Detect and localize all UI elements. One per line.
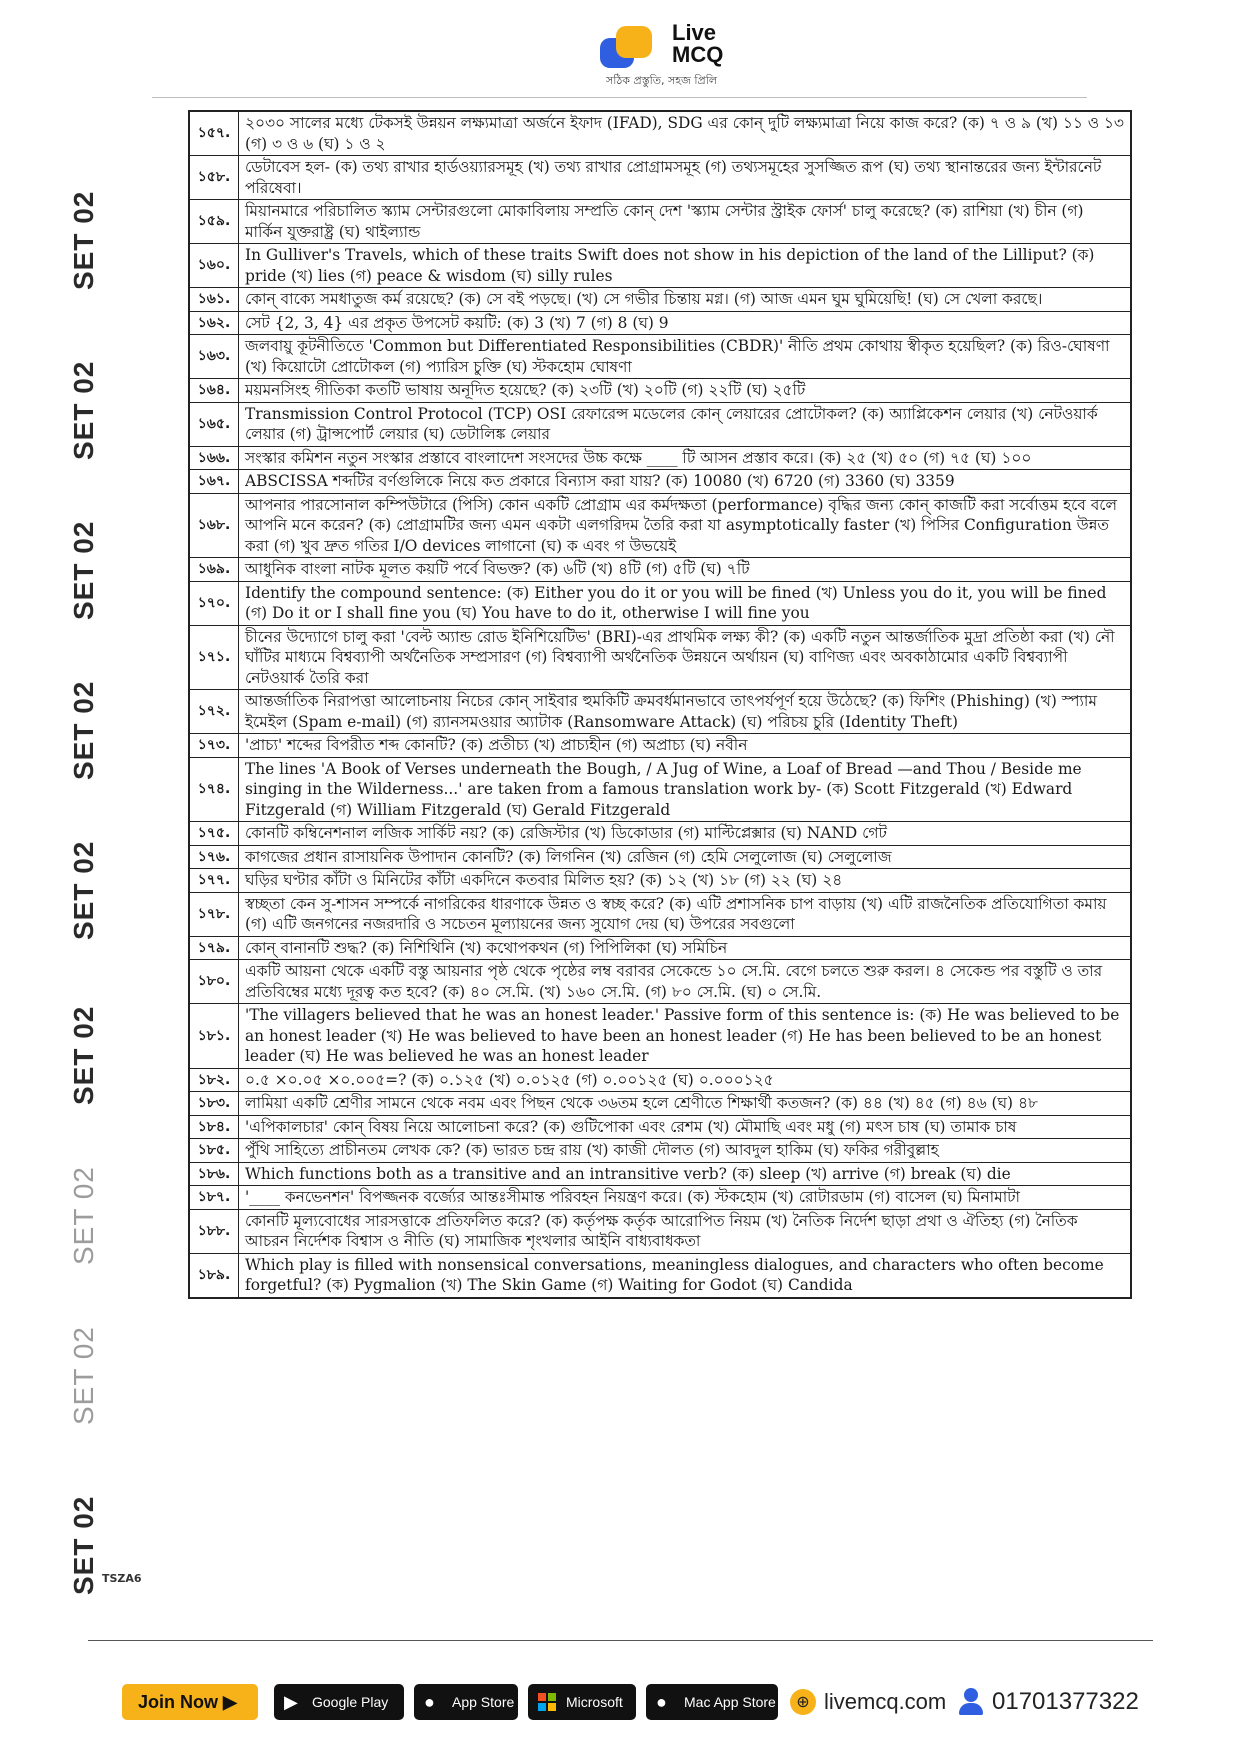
question-number: ১৮৭. <box>189 1186 239 1210</box>
question-number: ১৮৮. <box>189 1209 239 1253</box>
question-text: ডেটাবেস হল- (ক) তথ্য রাখার হার্ডওয়্যারসমূহ (খ) তথ্য রাখার প্রোগ্রামসমূহ (গ) তথ্যসমূহের সুসজ্জিত রূপ (ঘ) তথ্য স্থানান্তরের জন্য ইন্টারনেট পরিষেবা। <box>239 156 1132 200</box>
side-set-labels <box>68 190 108 1600</box>
logo-line1: Live <box>672 20 717 45</box>
question-text: The lines 'A Book of Verses underneath the Bough, / A Jug of Wine, a Loaf of Bread —and Thou / Beside me singing in the Wilderness...' are taken from a famous translation work by- (ক) Scott Fitzgerald (খ) Edward Fitzgerald (গ) William Fitzgerald (ঘ) Gerald Fitzgerald <box>239 757 1132 822</box>
set-label: SET 02 <box>68 1326 99 1425</box>
question-number: ১৫৮. <box>189 156 239 200</box>
question-row <box>189 734 1131 758</box>
question-row <box>189 311 1131 335</box>
question-number: ১৬৪. <box>189 379 239 403</box>
website-link[interactable]: livemcq.com <box>824 1689 947 1714</box>
question-text: 'প্রাচ্য' শব্দের বিপরীত শব্দ কোনটি? (ক) প্রতীচ্য (খ) প্রাচ্যহীন (গ) অপ্রাচ্য (ঘ) নবীন <box>239 734 1132 758</box>
question-number: ১৮৫. <box>189 1139 239 1163</box>
question-number: ১৫৭. <box>189 111 239 156</box>
microsoft-label: Microsoft <box>566 1694 623 1710</box>
logo-line2: MCQ <box>672 42 724 67</box>
question-row <box>189 960 1131 1004</box>
question-row <box>189 1162 1131 1186</box>
question-number: ১৮৪. <box>189 1115 239 1139</box>
question-number: ১৬২. <box>189 311 239 335</box>
question-row <box>189 625 1131 690</box>
question-text: ০.৫ ×০.০৫ ×০.০০৫=? (ক) ০.১২৫ (খ) ০.০১২৫ (গ) ০.০০১২৫ (ঘ) ০.০০০১২৫ <box>239 1068 1132 1092</box>
question-number: ১৭৬. <box>189 845 239 869</box>
question-row <box>189 288 1131 312</box>
google-play-label: Google Play <box>312 1694 389 1710</box>
join-now-button[interactable]: Join Now ▶ <box>122 1684 258 1720</box>
app-store-button[interactable] <box>414 1684 518 1720</box>
footer <box>122 1684 1139 1722</box>
question-row <box>189 690 1131 734</box>
question-text: Transmission Control Protocol (TCP) OSI রেফারেন্স মডেলের কোন্ লেয়ারের প্রোটোকল? (ক) অ্যাপ্লিকেশন লেয়ার (খ) নেটওয়ার্ক লেয়ার (গ) ট্রান্সপোর্ট লেয়ার (ঘ) ডেটালিঙ্ক লেয়ার <box>239 402 1132 446</box>
microsoft-icon <box>538 1693 556 1711</box>
question-row <box>189 244 1131 288</box>
question-row <box>189 156 1131 200</box>
question-number: ১৭১. <box>189 625 239 690</box>
question-row <box>189 1068 1131 1092</box>
question-row <box>189 1004 1131 1069</box>
question-text: আন্তর্জাতিক নিরাপত্তা আলোচনায় নিচের কোন্ সাইবার হুমকিটি ক্রমবর্ধমানভাবে তাৎপর্যপূর্ণ হয়ে উঠেছে? (ক) ফিশিং (Phishing) (খ) স্প্যাম ইমেইল (Spam e-mail) (গ) র‍্যানসমওয়ার অ্যাটাক (Ransomware Attack) (ঘ) পরিচয় চুরি (Identity Theft) <box>239 690 1132 734</box>
question-text: কোন্ বানানটি শুদ্ধ? (ক) নিশিথিনি (খ) কথোপকথন (গ) পিপিলিকা (ঘ) সমিচিন <box>239 936 1132 960</box>
set-label: SET 02 <box>68 1166 99 1265</box>
question-row <box>189 936 1131 960</box>
question-number: ১৭০. <box>189 581 239 625</box>
question-row <box>189 1186 1131 1210</box>
questions-table <box>188 110 1132 1299</box>
question-row <box>189 1092 1131 1116</box>
question-row <box>189 200 1131 244</box>
question-text: ঘড়ির ঘণ্টার কাঁটা ও মিনিটের কাঁটা একদিনে কতবার মিলিত হয়? (ক) ১২ (খ) ১৮ (গ) ২২ (ঘ) ২৪ <box>239 869 1132 893</box>
mac-app-store-button[interactable] <box>646 1684 778 1720</box>
question-row <box>189 111 1131 156</box>
question-number: ১৬১. <box>189 288 239 312</box>
livemcq-logo <box>600 22 750 86</box>
question-row <box>189 757 1131 822</box>
question-row <box>189 892 1131 936</box>
question-text: লামিয়া একটি শ্রেণীর সামনে থেকে নবম এবং পিছন থেকে ৩৬তম হলে শ্রেণীতে শিক্ষার্থী কতজন? (ক) ৪৪ (খ) ৪৫ (গ) ৪৬ (ঘ) ৪৮ <box>239 1092 1132 1116</box>
question-text: কাগজের প্রধান রাসায়নিক উপাদান কোনটি? (ক) লিগনিন (খ) রেজিন (গ) হেমি সেলুলোজ (ঘ) সেলুলোজ <box>239 845 1132 869</box>
question-row <box>189 493 1131 558</box>
question-text: '____ কনভেনশন' বিপজ্জনক বর্জ্যের আন্তঃসীমান্ত পরিবহন নিয়ন্ত্রণ করে। (ক) স্টকহোম (খ) রোটারডাম (গ) বাসেল (ঘ) মিনামাটা <box>239 1186 1132 1210</box>
phone-number: 01701377322 <box>992 1688 1139 1715</box>
footer-divider <box>88 1640 1153 1641</box>
question-text: Which functions both as a transitive and an intransitive verb? (ক) sleep (খ) arrive (গ) break (ঘ) die <box>239 1162 1132 1186</box>
set-label: SET 02 <box>68 1005 99 1105</box>
question-row <box>189 1209 1131 1253</box>
question-text: সংস্কার কমিশন নতুন সংস্কার প্রস্তাবে বাংলাদেশ সংসদের উচ্চ কক্ষে ____ টি আসন প্রস্তাব করে। (ক) ২৫ (খ) ৫০ (গ) ৭৫ (ঘ) ১০০ <box>239 446 1132 470</box>
question-number: ১৬৫. <box>189 402 239 446</box>
set-label: SET 02 <box>68 360 99 460</box>
question-text: 'The villagers believed that he was an honest leader.' Passive form of this sentence is: (ক) He was believed to be an honest leader (খ) He was believed to have been an honest leader (গ) He has been believed to be an honest leader (ঘ) He was believed he was an honest leader <box>239 1004 1132 1069</box>
question-row <box>189 1253 1131 1298</box>
apple-icon: ● <box>424 1692 435 1712</box>
question-number: ১৬০. <box>189 244 239 288</box>
question-row <box>189 1115 1131 1139</box>
question-row <box>189 581 1131 625</box>
question-number: ১৬৭. <box>189 470 239 494</box>
apple-icon: ● <box>656 1692 667 1712</box>
question-text: স্বচ্ছতা কেন সু-শাসন সম্পর্কে নাগরিকের ধারণাকে উন্নত ও স্বচ্ছ করে? (ক) এটি প্রশাসনিক চাপ বাড়ায় (খ) এটি রাজনৈতিক প্রতিযোগিতা কমায় (গ) এটি জনগনের নজরদারি ও সচেতন মূল্যায়নের জন্য সুযোগ দেয় (ঘ) উপরের সবগুলো <box>239 892 1132 936</box>
question-row <box>189 845 1131 869</box>
question-number: ১৭৭. <box>189 869 239 893</box>
question-number: ১৮৩. <box>189 1092 239 1116</box>
question-number: ১৭৮. <box>189 892 239 936</box>
question-number: ১৬৬. <box>189 446 239 470</box>
google-play-button[interactable] <box>274 1684 404 1720</box>
question-row <box>189 470 1131 494</box>
phone-contact-icon <box>958 1688 984 1716</box>
question-text: 'এপিকালচার' কোন্ বিষয় নিয়ে আলোচনা করে? (ক) গুটিপোকা এবং রেশম (খ) মৌমাছি এবং মধু (গ) মৎস চাষ (ঘ) তামাক চাষ <box>239 1115 1132 1139</box>
question-row <box>189 558 1131 582</box>
livemcq-logo-icon <box>600 26 658 70</box>
question-text: ২০৩০ সালের মধ্যে টেকসই উন্নয়ন লক্ষ্যমাত্রা অর্জনে ইফাদ (IFAD), SDG এর কোন্ দুটি লক্ষ্যমাত্রা নিয়ে কাজ করে? (ক) ৭ ও ৯ (খ) ১১ ও ১৩ (গ) ৩ ও ৬ (ঘ) ১ ও ২ <box>239 111 1132 156</box>
set-label: SET 02 <box>68 680 99 780</box>
question-text: ABSCISSA শব্দটির বর্ণগুলিকে নিয়ে কত প্রকারে বিন্যাস করা যায়? (ক) 10080 (খ) 6720 (গ) 3360 (ঘ) 3359 <box>239 470 1132 494</box>
question-number: ১৬৯. <box>189 558 239 582</box>
set-code: TSZA6 <box>102 1572 142 1585</box>
question-number: ১৬৮. <box>189 493 239 558</box>
question-row <box>189 446 1131 470</box>
question-text: Identify the compound sentence: (ক) Either you do it or you will be fined (খ) Unless you do it, you will be fined (গ) Do it or I shall fine you (ঘ) You have to do it, otherwise I will fine you <box>239 581 1132 625</box>
app-store-label: App Store <box>452 1694 515 1710</box>
question-text: In Gulliver's Travels, which of these traits Swift does not show in his depiction of the land of the Lilliput? (ক) pride (খ) lies (গ) peace & wisdom (ঘ) silly rules <box>239 244 1132 288</box>
google-play-icon: ▶ <box>284 1692 298 1712</box>
question-row <box>189 379 1131 403</box>
header-divider <box>152 97 1087 98</box>
question-row <box>189 869 1131 893</box>
question-text: Which play is filled with nonsensical conversations, meaningless dialogues, and characters who often become forgetful? (ক) Pygmalion (খ) The Skin Game (গ) Waiting for Godot (ঘ) Candida <box>239 1253 1132 1298</box>
microsoft-store-button[interactable] <box>528 1684 636 1720</box>
question-text: কোনটি মূল্যবোধের সারসত্তাকে প্রতিফলিত করে? (ক) কর্তৃপক্ষ কর্তৃক আরোপিত নিয়ম (খ) নৈতিক নির্দেশ ছাড়া প্রথা ও ঐতিহ্য (গ) নৈতিক আচরন নির্দেশক বিশ্বাস ও নীতি (ঘ) সামাজিক শৃংখলার আইনি বাধ্যবাধকতা <box>239 1209 1132 1253</box>
question-text: ময়মনসিংহ গীতিকা কতটি ভাষায় অনূদিত হয়েছে? (ক) ২৩টি (খ) ২০টি (গ) ২২টি (ঘ) ২৫টি <box>239 379 1132 403</box>
question-number: ১৫৯. <box>189 200 239 244</box>
question-number: ১৮৯. <box>189 1253 239 1298</box>
question-text: মিয়ানমারে পরিচালিত স্ক্যাম সেন্টারগুলো মোকাবিলায় সম্প্রতি কোন্ দেশ 'স্ক্যাম সেন্টার স্ট্রাইক ফোর্স' চালু করেছে? (ক) রাশিয়া (খ) চীন (গ) মার্কিন যুক্তরাষ্ট্র (ঘ) থাইল্যান্ড <box>239 200 1132 244</box>
question-row <box>189 335 1131 379</box>
question-number: ১৮২. <box>189 1068 239 1092</box>
question-text: কোন্ বাক্যে সমধাতুজ কর্ম রয়েছে? (ক) সে বই পড়ছে। (খ) সে গভীর চিন্তায় মগ্ন। (গ) আজ এমন ঘুম ঘুমিয়েছি! (ঘ) সে খেলা করছে। <box>239 288 1132 312</box>
question-text: আপনার পারসোনাল কম্পিউটারে (পিসি) কোন একটি প্রোগ্রাম এর কর্মদক্ষতা (performance) বৃদ্ধির জন্য কোন্ কাজটি করা সর্বোত্তম হবে বলে আপনি মনে করেন? (ক) প্রোগ্রামটির জন্য এমন একটা এলগরিদম তৈরি করা যা asymptotically faster (খ) পিসির Configuration উন্নত করা (গ) খুব দ্রুত গতির I/O devices লাগানো (ঘ) ক এবং গ উভয়েই <box>239 493 1132 558</box>
question-number: ১৮০. <box>189 960 239 1004</box>
question-row <box>189 1139 1131 1163</box>
question-number: ১৮৬. <box>189 1162 239 1186</box>
logo-wordmark <box>672 22 723 66</box>
question-number: ১৭৯. <box>189 936 239 960</box>
question-text: একটি আয়না থেকে একটি বস্তু আয়নার পৃষ্ঠ থেকে পৃষ্ঠের লম্ব বরাবর সেকেন্ডে ১০ সে.মি. বেগে চলতে শুরু করল। ৪ সেকেন্ড পর বস্তুটি ও তার প্রতিবিম্বের মধ্যে দূরত্ব কত হবে? (ক) ৪০ সে.মি. (খ) ১৬০ সে.মি. (গ) ৮০ সে.মি. (ঘ) ০ সে.মি. <box>239 960 1132 1004</box>
question-number: ১৭৫. <box>189 822 239 846</box>
question-text: আধুনিক বাংলা নাটক মূলত কয়টি পর্বে বিভক্ত? (ক) ৬টি (খ) ৪টি (গ) ৫টি (ঘ) ৭টি <box>239 558 1132 582</box>
globe-icon: ⊕ <box>790 1689 816 1715</box>
set-label: SET 02 <box>68 190 99 290</box>
set-label: SET 02 <box>68 840 99 940</box>
question-number: ১৮১. <box>189 1004 239 1069</box>
question-number: ১৬৩. <box>189 335 239 379</box>
question-number: ১৭৩. <box>189 734 239 758</box>
logo-tagline: সঠিক প্রস্তুতি, সহজ প্রিলি <box>606 74 718 87</box>
question-text: জলবায়ু কূটনীতিতে 'Common but Differentiated Responsibilities (CBDR)' নীতি প্রথম কোথায় স্বীকৃত হয়েছিল? (ক) রিও-ঘোষণা (খ) কিয়োটো প্রোটোকল (গ) প্যারিস চুক্তি (ঘ) স্টকহোম ঘোষণা <box>239 335 1132 379</box>
question-text: সেট {2, 3, 4} এর প্রকৃত উপসেট কয়টি: (ক) 3 (খ) 7 (গ) 8 (ঘ) 9 <box>239 311 1132 335</box>
question-number: ১৭৪. <box>189 757 239 822</box>
question-row <box>189 822 1131 846</box>
question-text: কোনটি কম্বিনেশনাল লজিক সার্কিট নয়? (ক) রেজিস্টার (খ) ডিকোডার (গ) মাল্টিপ্লেক্সার (ঘ) NAND গেট <box>239 822 1132 846</box>
question-text: পুঁথি সাহিত্যে প্রাচীনতম লেখক কে? (ক) ভারত চন্দ্র রায় (খ) কাজী দৌলত (গ) আবদুল হাকিম (ঘ) ফকির গরীবুল্লাহ <box>239 1139 1132 1163</box>
question-number: ১৭২. <box>189 690 239 734</box>
set-label: SET 02 <box>68 1495 99 1595</box>
question-row <box>189 402 1131 446</box>
set-label: SET 02 <box>68 520 99 620</box>
question-text: চীনের উদ্যোগে চালু করা 'বেল্ট অ্যান্ড রোড ইনিশিয়েটিভ' (BRI)-এর প্রাথমিক লক্ষ্য কী? (ক) একটি নতুন আন্তর্জাতিক মুদ্রা প্রতিষ্ঠা করা (খ) নৌ ঘাঁটির মাধ্যমে বিশ্বব্যাপী অর্থনৈতিক সম্প্রসারণ (গ) বিশ্বব্যাপী অর্থনৈতিক উন্নয়নে অর্থায়ন (ঘ) বাণিজ্য এবং অবকাঠামোর একটি বিশ্বব্যাপী নেটওয়ার্ক তৈরি করা <box>239 625 1132 690</box>
mac-app-store-label: Mac App Store <box>684 1694 776 1710</box>
